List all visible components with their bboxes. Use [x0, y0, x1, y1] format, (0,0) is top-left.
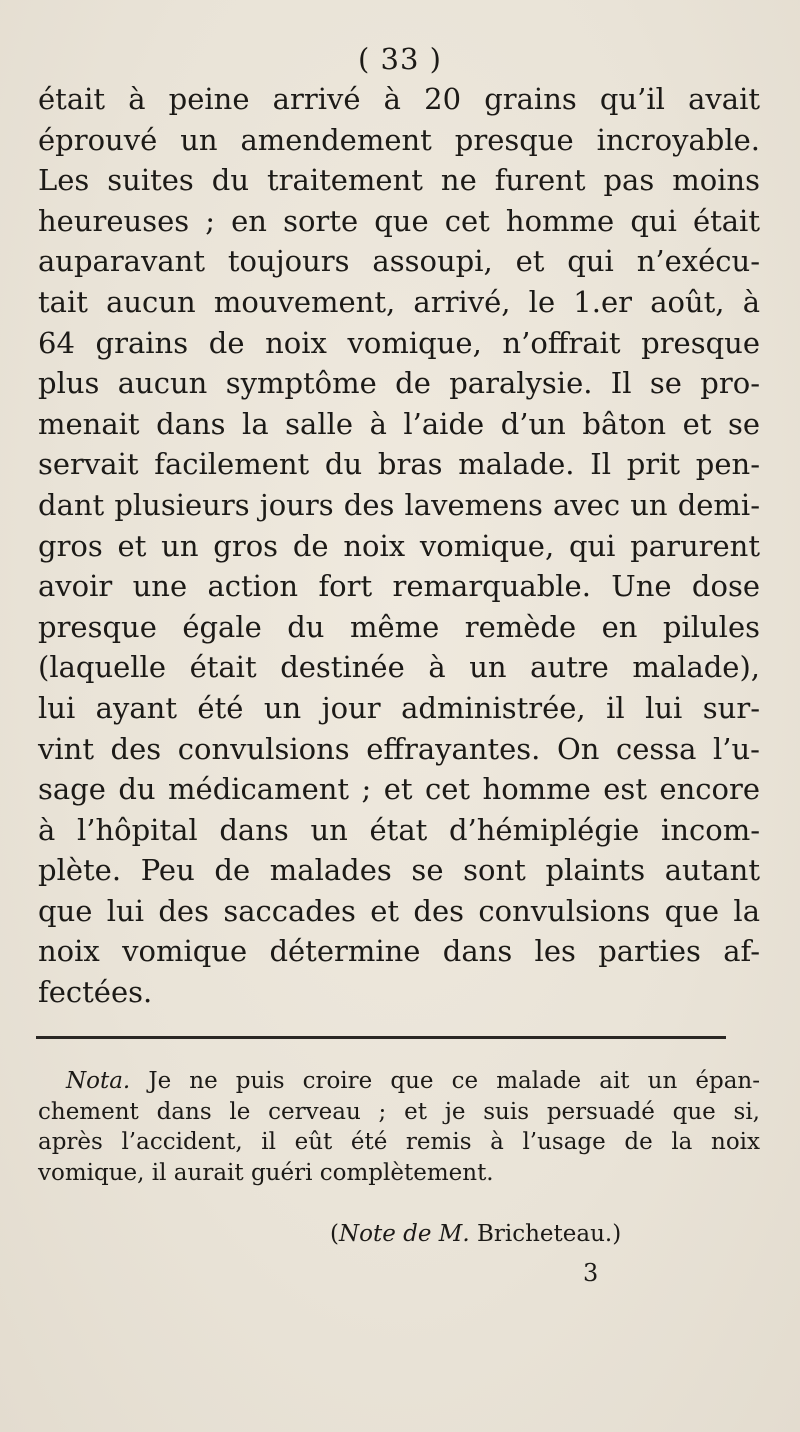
signature-mark: 3: [583, 1259, 599, 1287]
text-line: éprouvé un amendement presque incroyable.: [38, 122, 760, 157]
footnote-first-line-text: Je ne puis croire que ce malade ait un épan-: [130, 1068, 760, 1094]
main-paragraph: [38, 79, 760, 1013]
section-divider: [36, 1036, 726, 1039]
text-line: noix vomique détermine dans les parties af-: [38, 934, 760, 969]
text-line: sage du médicament ; et cet homme est encore: [38, 772, 760, 807]
text-line: (laquelle était destinée à un autre malade),: [38, 650, 760, 685]
text-line: vint des convulsions effrayantes. On cessa l’u-: [38, 731, 760, 766]
text-line: à l’hôpital dans un état d’hémiplégie incom-: [38, 812, 760, 847]
text-line: avoir une action fort remarquable. Une dose: [38, 569, 760, 604]
text-line: plus aucun symptôme de paralysie. Il se pro-: [38, 366, 760, 401]
footnote-first-line: [38, 1066, 760, 1097]
text-line: lui ayant été un jour administrée, il lui sur-: [38, 690, 760, 725]
text-line: plète. Peu de malades se sont plaints autant: [38, 853, 760, 888]
text-line: dant plusieurs jours des lavemens avec un demi-: [38, 487, 760, 522]
footnote-attribution: [330, 1221, 621, 1247]
page-number: ( 33 ): [358, 42, 442, 76]
text-line-last: fectées.: [38, 975, 153, 1010]
footnote-line-last: vomique, il aurait guéri complètement.: [38, 1159, 494, 1186]
attribution-italic: Note de M.: [338, 1221, 470, 1247]
text-line: presque égale du même remède en pilules: [38, 609, 760, 644]
text-line: menait dans la salle à l’aide d’un bâton et se: [38, 406, 760, 441]
footnote-label: Nota.: [66, 1068, 131, 1094]
text-line: Les suites du traitement ne furent pas moins: [38, 163, 760, 198]
footnote-line: après l’accident, il eût été remis à l’usage de la noix: [38, 1129, 760, 1155]
text-line: gros et un gros de noix vomique, qui parurent: [38, 528, 760, 563]
text-line: 64 grains de noix vomique, n’offrait presque: [38, 325, 760, 360]
footnote-line: chement dans le cerveau ; et je suis persuadé que si,: [38, 1098, 760, 1125]
attribution-open-paren: (: [330, 1221, 339, 1247]
text-line: que lui des saccades et des convulsions que la: [38, 893, 760, 928]
text-line: était à peine arrivé à 20 grains qu’il avait: [38, 82, 760, 116]
text-line: tait aucun mouvement, arrivé, le 1.er août, à: [38, 284, 760, 319]
attribution-name: Bricheteau.): [469, 1221, 622, 1247]
text-line: heureuses ; en sorte que cet homme qui était: [38, 203, 760, 238]
footnote: [38, 1066, 760, 1188]
text-line: servait facilement du bras malade. Il prit pen-: [38, 447, 760, 482]
text-line: auparavant toujours assoupi, et qui n’exécu-: [38, 244, 760, 279]
